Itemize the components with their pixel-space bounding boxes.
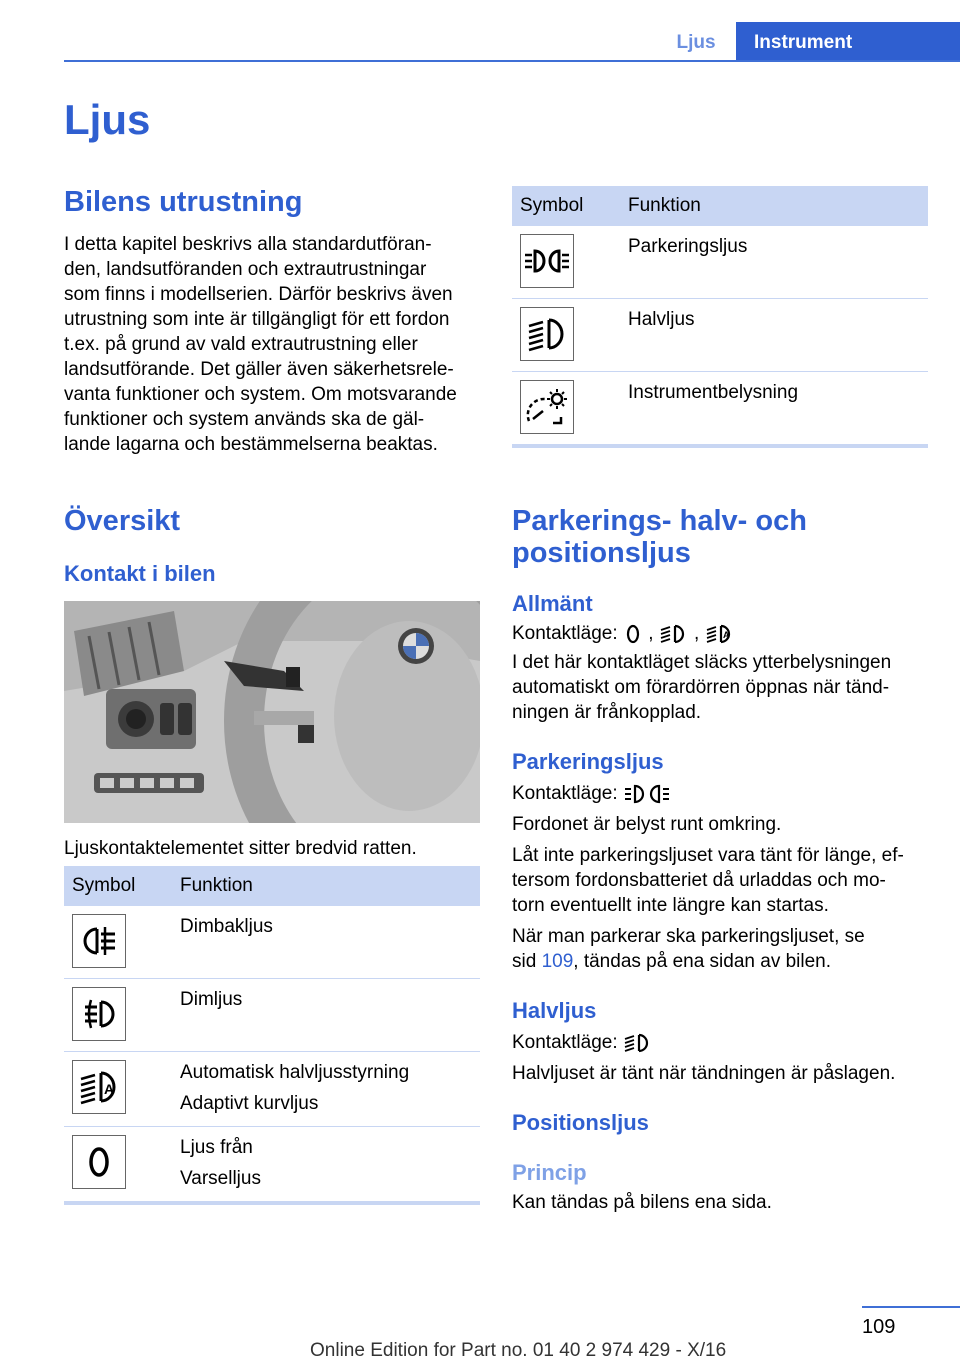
- table-header-function: Funktion: [620, 186, 928, 226]
- front-fog-light-icon: [72, 987, 126, 1041]
- principle-heading: Princip: [512, 1160, 587, 1185]
- parking-light-icon: [623, 783, 671, 805]
- edition-text: Online Edition for Part no. 01 40 2 974 429 - X/16: [310, 1340, 727, 1361]
- footer-divider: [862, 1306, 960, 1308]
- position-light-heading: Positionsljus: [512, 1110, 649, 1135]
- parking-text-2: Låt inte parkeringsljuset vara tänt för länge, ef‐ tersom fordonsbatteriet då urladdas och mo‐ torn eventuellt inte längre kan startas.: [512, 845, 904, 916]
- low-beam-icon: [623, 1032, 653, 1054]
- svg-text:A: A: [722, 629, 730, 640]
- parking-light-icon: [520, 234, 574, 288]
- table-end-rule: [64, 1201, 480, 1205]
- symbol-table-right: [512, 186, 928, 444]
- left-symbol-table: [64, 866, 480, 1205]
- table-header-function: Funktion: [172, 866, 480, 906]
- page-title: Ljus: [64, 96, 151, 143]
- table-row: Ljus från Varselljus: [64, 1127, 480, 1202]
- low-beam-heading: Halvljus: [512, 998, 597, 1023]
- table-end-rule: [512, 444, 928, 448]
- table-row: Parkeringsljus: [512, 226, 928, 299]
- lights-off-icon: [72, 1135, 126, 1189]
- header-divider: [64, 60, 960, 62]
- left-column: [64, 186, 480, 457]
- table-row: A Automatisk halvljusstyrning Adaptivt kurvljus: [64, 1052, 480, 1127]
- header-section-label: Ljus: [676, 32, 716, 53]
- parking-heading: Parkeringsljus: [512, 749, 664, 774]
- dashboard-light-switch-illustration: [64, 601, 480, 823]
- photo-caption-block: [64, 836, 480, 861]
- low-beam-text: Halvljuset är tänt när tändningen är påslagen.: [512, 1063, 896, 1084]
- table-row: Dimljus: [64, 979, 480, 1052]
- instrument-lighting-icon: [520, 380, 574, 434]
- switch-heading: Kontakt i bilen: [64, 561, 216, 586]
- table-row: Dimbakljus: [64, 906, 480, 979]
- parking-text-3: När man parkerar ska parkeringsljuset, se sid 109, tändas på ena sidan av bilen.: [512, 926, 865, 972]
- photo-caption: Ljuskontaktelementet sitter bredvid ratten.: [64, 838, 417, 859]
- overview-section: [64, 505, 480, 587]
- general-heading: Allmänt: [512, 591, 593, 616]
- general-text: I det här kontaktläget släcks ytterbelysningen automatiskt om förardörren öppnas när tänd‐ ningen är frånkopplad.: [512, 652, 892, 723]
- principle-text: Kan tändas på bilens ena sida.: [512, 1192, 772, 1213]
- overview-heading: Översikt: [64, 505, 181, 537]
- general-switch-line: Kontaktläge: , , A: [512, 621, 928, 646]
- rear-fog-light-icon: [72, 914, 126, 968]
- table-row: Halvljus: [512, 299, 928, 372]
- auto-headlight-icon: [705, 623, 735, 645]
- page-number: 109: [862, 1316, 896, 1338]
- low-beam-switch-line: Kontaktläge:: [512, 1030, 928, 1055]
- dashboard-photo: [64, 601, 480, 828]
- right-symbol-table: [512, 186, 928, 448]
- equipment-text: I detta kapitel beskrivs alla standardutföran‐ den, landsutföranden och extrautrustningar som finns i modellserien. Därför beskrivs även utrustning som inte är tillgängligt för ett fordon t.ex. på grund av vald extrautrustning eller landsutförande. Det gäller även säkerhetsrele‐ vanta funktioner och system. Om motsvarande funktioner och system används ska de gäl‐ lande lagarna och bestämmelserna beaktas.: [64, 234, 457, 455]
- parking-switch-line: Kontaktläge:: [512, 781, 928, 806]
- table-header-symbol: Symbol: [64, 866, 172, 906]
- table-header-symbol: Symbol: [512, 186, 620, 226]
- parking-low-position-heading: Parkerings- halv- och positionsljus: [512, 505, 807, 569]
- auto-headlight-icon: [72, 1060, 126, 1114]
- page-reference-link[interactable]: 109: [541, 951, 574, 972]
- lights-section: [512, 505, 928, 1215]
- equipment-heading: Bilens utrustning: [64, 186, 303, 218]
- header-chapter-tab: Instrument: [736, 22, 960, 62]
- svg-text:A: A: [104, 1081, 115, 1097]
- low-beam-icon: [520, 307, 574, 361]
- low-beam-icon: [659, 623, 689, 645]
- lights-off-icon: [623, 623, 643, 645]
- symbol-table-left: [64, 866, 480, 1201]
- parking-text-1: Fordonet är belyst runt omkring.: [512, 814, 782, 835]
- table-row: Instrumentbelysning: [512, 372, 928, 445]
